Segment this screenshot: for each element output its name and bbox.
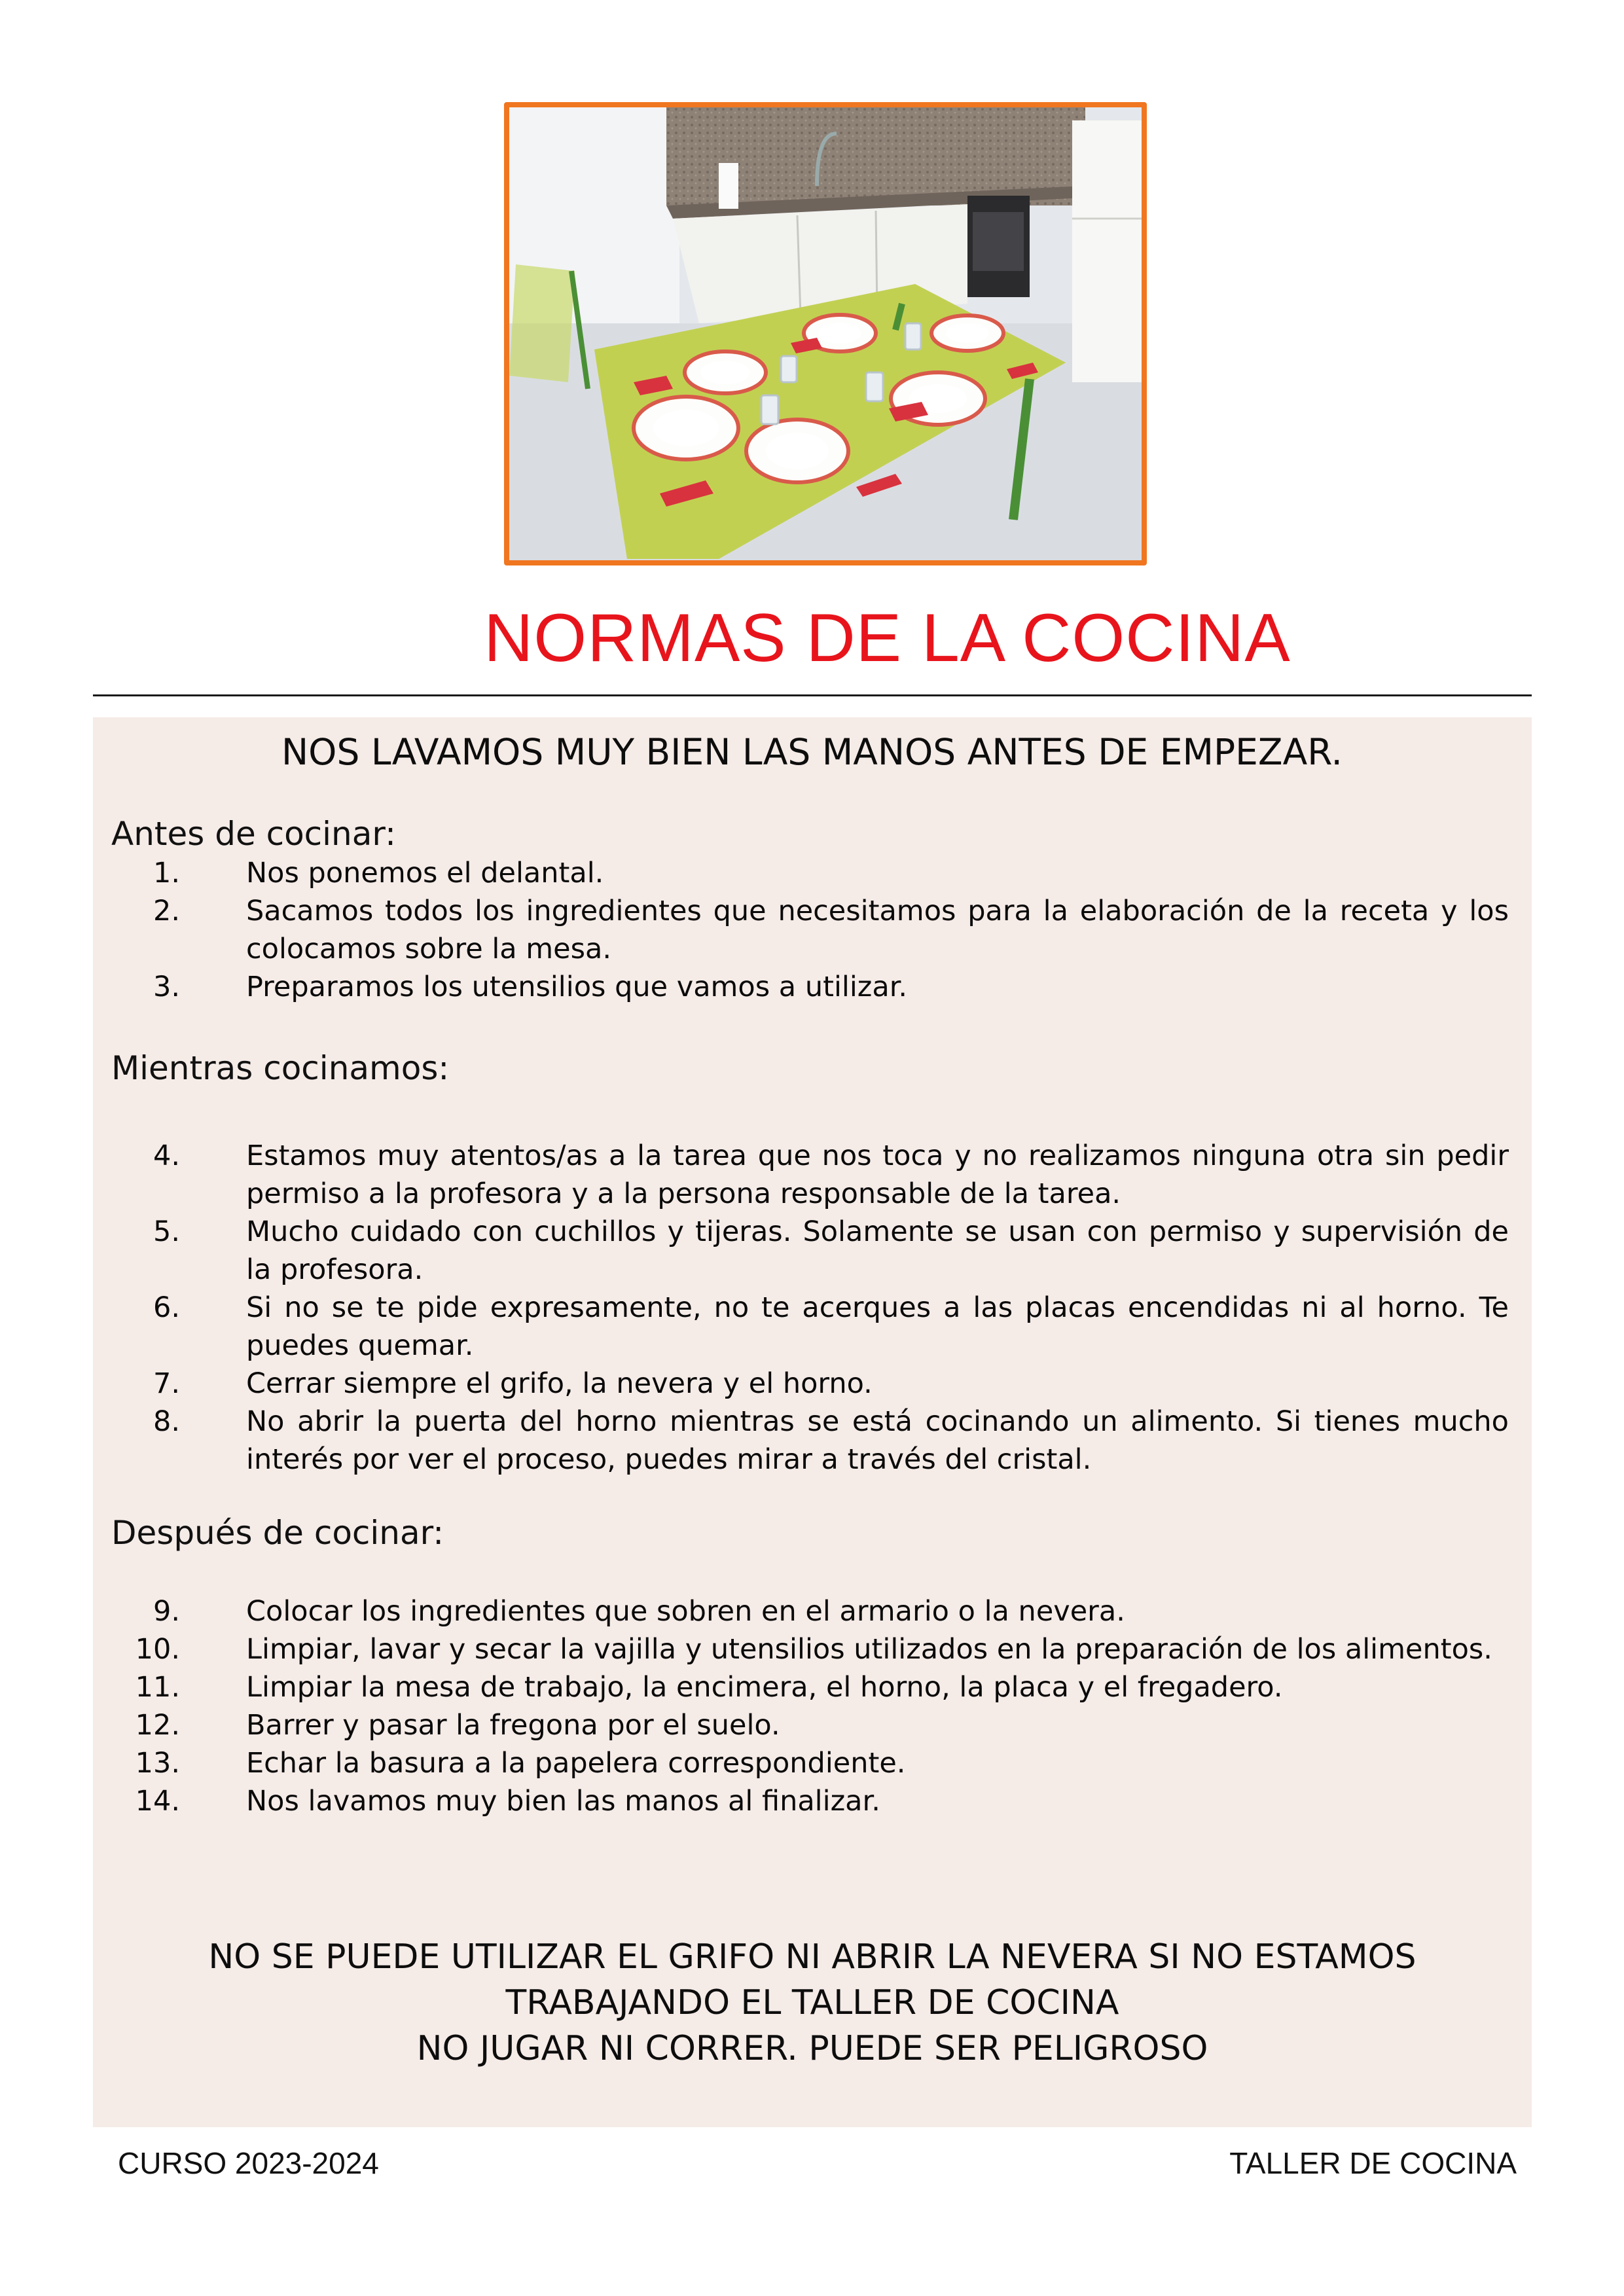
item-number: 10. [135, 1633, 180, 1666]
item-text: Si no se te pide expresamente, no te acerques a las placas encendidas ni al horno. Te puedes quemar. [246, 1291, 1509, 1362]
list-item [111, 1630, 1509, 1668]
kitchen-table-illustration [509, 107, 1142, 560]
item-number: 9. [153, 1595, 180, 1628]
list-item [111, 892, 1509, 968]
list-item [111, 854, 1509, 892]
list-item [111, 968, 1509, 1006]
headline-handwashing: NOS LAVAMOS MUY BIEN LAS MANOS ANTES DE EMPEZAR. [281, 731, 1343, 773]
list-item [111, 1137, 1509, 1213]
footer-course: CURSO 2023-2024 [118, 2146, 379, 2180]
warning-line-2: TRABAJANDO EL TALLER DE COCINA [505, 1983, 1119, 2022]
item-text: Limpiar, lavar y secar la vajilla y utensilios utilizados en la preparación de los alimentos. [246, 1633, 1492, 1666]
item-number: 12. [135, 1709, 180, 1742]
item-number: 11. [135, 1671, 180, 1704]
list-item [111, 1289, 1509, 1365]
item-number: 4. [153, 1139, 180, 1172]
warning-line-1: NO SE PUEDE UTILIZAR EL GRIFO NI ABRIR LA NEVERA SI NO ESTAMOS [208, 1937, 1416, 1977]
item-text: Cerrar siempre el grifo, la nevera y el horno. [246, 1367, 873, 1400]
list-item [111, 1744, 1509, 1782]
list-item [111, 1592, 1509, 1630]
safety-warning [93, 1934, 1532, 2072]
list-item [111, 1706, 1509, 1744]
item-number: 7. [153, 1367, 180, 1400]
list-item [111, 1403, 1509, 1479]
item-number: 5. [153, 1215, 180, 1248]
item-number: 2. [153, 895, 180, 927]
item-text: No abrir la puerta del horno mientras se está cocinando un alimento. Si tienes mucho interés por ver el proceso, puedes mirar a través del cristal. [246, 1405, 1509, 1476]
list-after [111, 1592, 1509, 1820]
list-during [111, 1137, 1509, 1479]
kitchen-photo [504, 102, 1147, 565]
section-title-before: Antes de cocinar: [111, 815, 396, 853]
warning-line-3: NO JUGAR NI CORRER. PUEDE SER PELIGROSO [416, 2029, 1208, 2068]
item-text: Estamos muy atentos/as a la tarea que nos toca y no realizamos ninguna otra sin pedir permiso a la profesora y a la persona responsable de la tarea. [246, 1139, 1509, 1210]
item-text: Sacamos todos los ingredientes que necesitamos para la elaboración de la receta y los colocamos sobre la mesa. [246, 895, 1509, 965]
footer-workshop: TALLER DE COCINA [1229, 2146, 1517, 2180]
list-item [111, 1365, 1509, 1403]
list-item [111, 1213, 1509, 1289]
item-text: Limpiar la mesa de trabajo, la encimera, el horno, la placa y el fregadero. [246, 1671, 1283, 1704]
item-text: Echar la basura a la papelera correspondiente. [246, 1747, 906, 1780]
section-title-after: Después de cocinar: [111, 1514, 444, 1552]
title-divider [93, 694, 1532, 696]
item-number: 13. [135, 1747, 180, 1780]
page-title: NORMAS DE LA COCINA [484, 600, 1291, 676]
list-before [111, 854, 1509, 1006]
item-text: Nos ponemos el delantal. [246, 857, 604, 889]
item-text: Colocar los ingredientes que sobren en el armario o la nevera. [246, 1595, 1125, 1628]
list-item [111, 1668, 1509, 1706]
list-item [111, 1782, 1509, 1820]
item-number: 1. [153, 857, 180, 889]
item-number: 14. [135, 1785, 180, 1818]
item-text: Nos lavamos muy bien las manos al finalizar. [246, 1785, 880, 1818]
section-title-during: Mientras cocinamos: [111, 1049, 450, 1087]
item-number: 3. [153, 971, 180, 1003]
item-text: Preparamos los utensilios que vamos a utilizar. [246, 971, 908, 1003]
item-text: Mucho cuidado con cuchillos y tijeras. Solamente se usan con permiso y supervisión de la profesora. [246, 1215, 1509, 1286]
item-text: Barrer y pasar la fregona por el suelo. [246, 1709, 780, 1742]
item-number: 6. [153, 1291, 180, 1324]
item-number: 8. [153, 1405, 180, 1438]
